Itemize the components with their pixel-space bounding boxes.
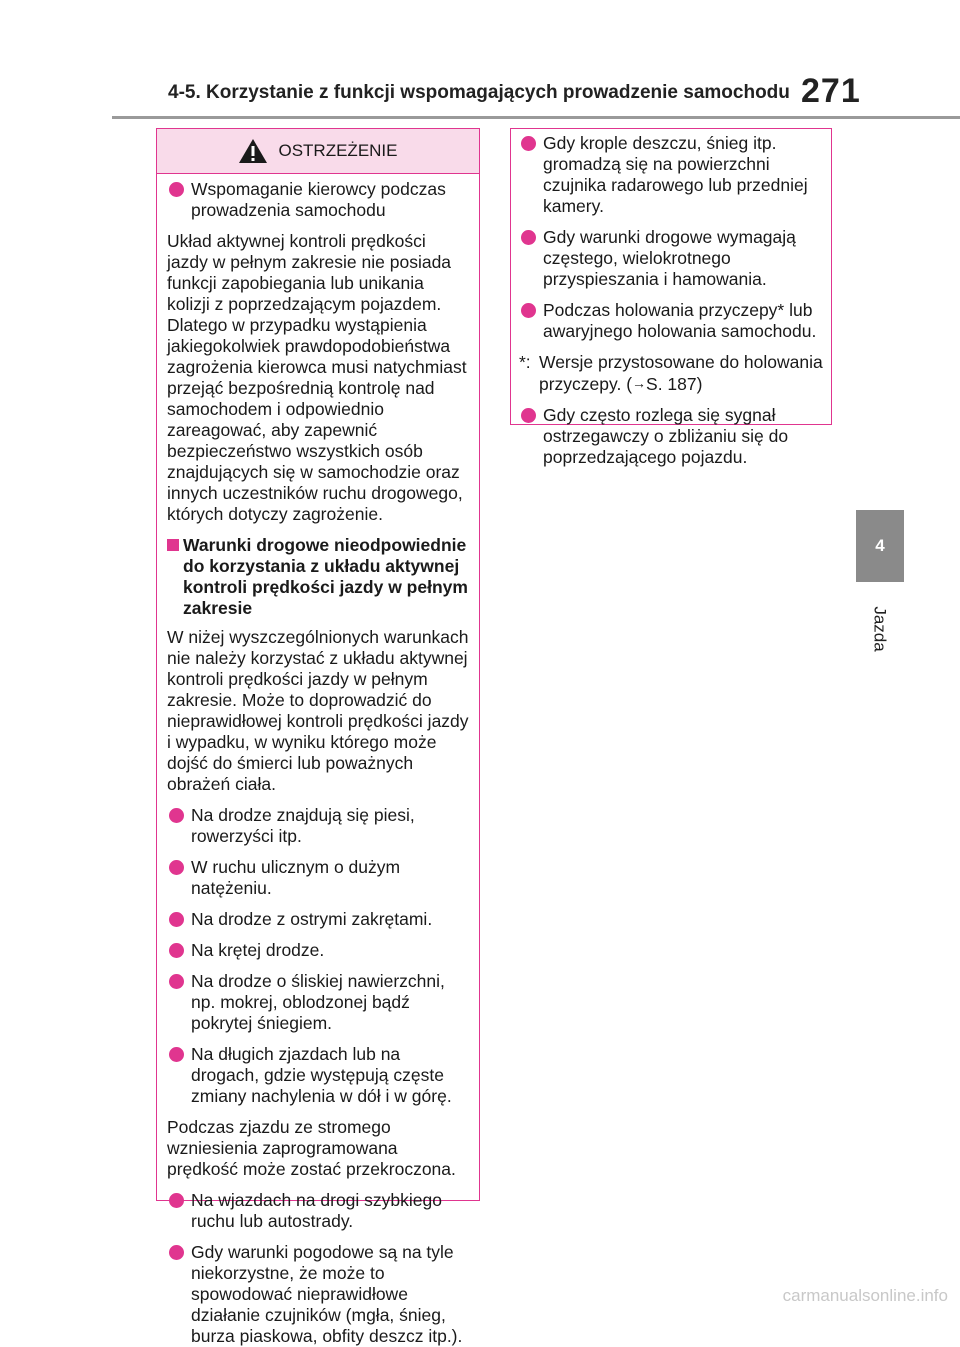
header-rule — [112, 116, 960, 119]
bullet-icon — [521, 230, 536, 245]
list-item — [167, 805, 471, 847]
list-item — [167, 1044, 471, 1107]
list-item-text: Wspomaganie kierowcy podczas prowadzenia samochodu — [191, 179, 446, 220]
chapter-tab[interactable]: 4 — [856, 510, 904, 582]
bullet-icon — [169, 912, 184, 927]
bullet-icon — [169, 808, 184, 823]
warning-header — [157, 129, 479, 174]
bullet-icon — [521, 303, 536, 318]
bullet-icon — [169, 943, 184, 958]
bullet-icon — [169, 1047, 184, 1062]
list-item-text: Podczas holowania przyczepy* lub awaryjnego holowania samochodu. — [543, 300, 817, 341]
subheading-text: Warunki drogowe nieodpowiednie do korzystania z układu aktywnej kontroli prędkości jazdy w pełnym zakresie — [183, 535, 468, 618]
list-item — [519, 133, 823, 217]
footnote — [519, 352, 823, 395]
chapter-label-text: Jazda — [871, 606, 890, 652]
list-item-text: Na drodze o śliskiej nawierzchni, np. mokrej, oblodzonej bądź pokrytej śniegiem. — [191, 971, 445, 1033]
list-item-text: Na drodze znajdują się piesi, rowerzyści itp. — [191, 805, 415, 846]
bullet-icon — [169, 182, 184, 197]
warning-title: OSTRZEŻENIE — [278, 141, 398, 160]
list-item-text: Gdy warunki drogowe wymagają częstego, wielokrotnego przyspieszania i hamowania. — [543, 227, 796, 289]
list-item-text: Na długich zjazdach lub na drogach, gdzie występują częste zmiany nachylenia w dół i w górę. — [191, 1044, 452, 1106]
list-item — [167, 1190, 471, 1232]
paragraph: W niżej wyszczególnionych warunkach nie należy korzystać z układu aktywnej kontroli prędkości jazdy w pełnym zakresie. Może to doprowadzić do nieprawidłowej kontroli prędkości jazdy i wypadku, w wyniku którego może dojść do śmierci lub poważnych obrażeń ciała. — [167, 627, 469, 794]
bullet-icon — [169, 1193, 184, 1208]
list-item-text: Gdy często rozlega się sygnał ostrzegawczy o zbliżaniu się do poprzedzającego pojazdu. — [543, 405, 789, 467]
subheading — [167, 535, 471, 619]
watermark: carmanualsonline.info — [782, 1286, 948, 1305]
list-item — [167, 971, 471, 1034]
chapter-label — [860, 594, 900, 664]
bullet-icon — [521, 136, 536, 151]
list-item-text: Na krętej drodze. — [191, 940, 325, 960]
list-item-text: Na wjazdach na drogi szybkiego ruchu lub autostrady. — [191, 1190, 442, 1231]
page-reference-link[interactable]: S. 187) — [646, 374, 703, 394]
bullet-icon — [169, 1245, 184, 1260]
warning-triangle-icon — [238, 138, 268, 164]
paragraph: Podczas zjazdu ze stromego wzniesienia zaprogramowana prędkość może zostać przekroczona. — [167, 1117, 456, 1179]
header-title: 4-5. Korzystanie z funkcji wspomagających prowadzenie samochodu — [168, 82, 790, 103]
list-item-text: Gdy krople deszczu, śnieg itp. gromadzą się na powierzchni czujnika radarowego lub przedniej kamery. — [543, 133, 808, 216]
list-item — [519, 300, 823, 342]
list-item — [167, 179, 471, 221]
warning-continuation-box — [510, 128, 832, 467]
list-item-text: Gdy warunki pogodowe są na tyle niekorzystne, że może to spowodować nieprawidłowe działanie czujników (mgła, śnieg, burza piaskowa, obfity deszcz itp.). — [191, 1242, 463, 1346]
footnote-marker: *: — [519, 352, 531, 372]
bullet-icon — [169, 860, 184, 875]
square-bullet-icon — [167, 539, 179, 551]
warning-continuation-body — [511, 129, 831, 468]
list-item-text: Na drodze z ostrymi zakrętami. — [191, 909, 433, 929]
bullet-icon — [521, 408, 536, 423]
bullet-icon — [169, 974, 184, 989]
page-number: 271 — [801, 72, 861, 110]
list-item — [519, 227, 823, 290]
list-item-text: W ruchu ulicznym o dużym natężeniu. — [191, 857, 401, 898]
warning-box — [156, 128, 480, 1346]
warning-body — [157, 174, 479, 1347]
footnote-text: Wersje przystosowane do holowania przyczepy. ( — [539, 352, 823, 394]
list-item — [167, 1242, 471, 1347]
list-item — [167, 940, 471, 961]
list-item — [167, 857, 471, 899]
paragraph: Układ aktywnej kontroli prędkości jazdy w pełnym zakresie nie posiada funkcji zapobiegania lub unikania kolizji z poprzedzającym pojazdem. Dlatego w przypadku wystąpienia jakiegokolwiek prawdopodobieństwa zagrożenia kierowca musi natychmiast przejąć bezpośrednią kontrolę nad samochodem i odpowiednio zareagować, aby zapewnić bezpieczeństwo wszystkich osób znajdujących się w samochodzie oraz innych uczestników ruchu drogowego, których dotyczy zagrożenie. — [167, 231, 467, 524]
arrow-right-icon: → — [632, 375, 647, 391]
list-item — [519, 405, 823, 468]
list-item — [167, 909, 471, 930]
